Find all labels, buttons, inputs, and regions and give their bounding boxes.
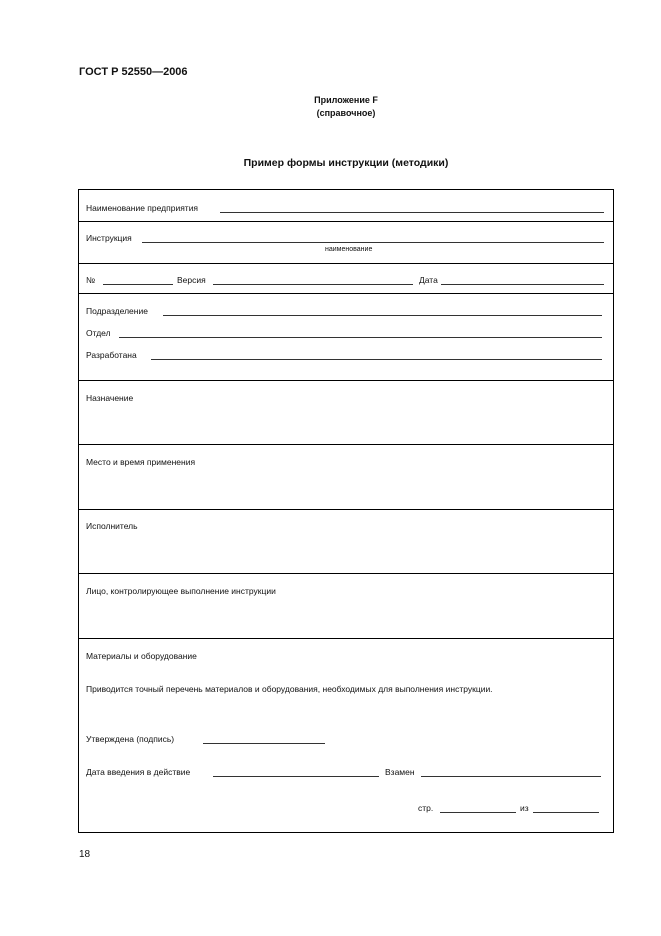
form-title: Пример формы инструкции (методики)	[243, 157, 449, 169]
materials-label: Материалы и оборудование	[86, 651, 197, 661]
department-label: Отдел	[86, 328, 111, 338]
version-label: Версия	[177, 275, 206, 285]
page-field[interactable]	[440, 812, 516, 813]
division-label: Подразделение	[86, 306, 148, 316]
effective-date-field[interactable]	[213, 776, 379, 777]
instruction-field[interactable]	[142, 242, 604, 243]
version-field[interactable]	[213, 284, 413, 285]
approved-label: Утверждена (подпись)	[86, 734, 175, 744]
form-row-number-version-date	[79, 263, 613, 293]
enterprise-field[interactable]	[220, 212, 604, 213]
controller-label: Лицо, контролирующее выполнение инструкции	[86, 586, 276, 596]
purpose-label: Назначение	[86, 393, 134, 403]
place-time-label: Место и время применения	[86, 457, 196, 467]
division-field[interactable]	[163, 315, 602, 316]
page-number: 18	[79, 849, 91, 860]
form-row-place-time	[79, 444, 613, 509]
approved-field[interactable]	[203, 743, 325, 744]
form-row-controller	[79, 573, 613, 638]
instruction-label: Инструкция	[86, 233, 132, 243]
form-row-materials	[79, 638, 613, 834]
appendix-title: Приложение F	[314, 95, 378, 105]
executor-label: Исполнитель	[86, 521, 138, 531]
form-row-instruction	[79, 221, 613, 263]
appendix-heading	[0, 94, 661, 120]
form-row-enterprise	[79, 190, 613, 221]
instruction-caption: наименование	[325, 246, 373, 253]
date-label: Дата	[419, 275, 438, 285]
appendix-subtitle: (справочное)	[316, 108, 376, 118]
page-label: стр.	[418, 803, 434, 813]
effective-date-label: Дата введения в действие	[86, 767, 191, 777]
form-row-organization	[79, 293, 613, 380]
form-row-executor	[79, 509, 613, 573]
replaces-label: Взамен	[385, 767, 415, 777]
replaces-field[interactable]	[421, 776, 601, 777]
developed-label: Разработана	[86, 350, 137, 360]
materials-note: Приводится точный перечень материалов и оборудования, необходимых для выполнения инструкции.	[86, 684, 493, 694]
of-field[interactable]	[533, 812, 599, 813]
department-field[interactable]	[119, 337, 602, 338]
document-header: ГОСТ Р 52550—2006	[79, 66, 188, 78]
enterprise-label: Наименование предприятия	[86, 203, 199, 213]
developed-field[interactable]	[151, 359, 602, 360]
of-label: из	[520, 803, 529, 813]
date-field[interactable]	[441, 284, 604, 285]
instruction-form	[78, 189, 614, 833]
number-field[interactable]	[103, 284, 173, 285]
number-label: №	[86, 275, 96, 285]
form-row-purpose	[79, 380, 613, 444]
